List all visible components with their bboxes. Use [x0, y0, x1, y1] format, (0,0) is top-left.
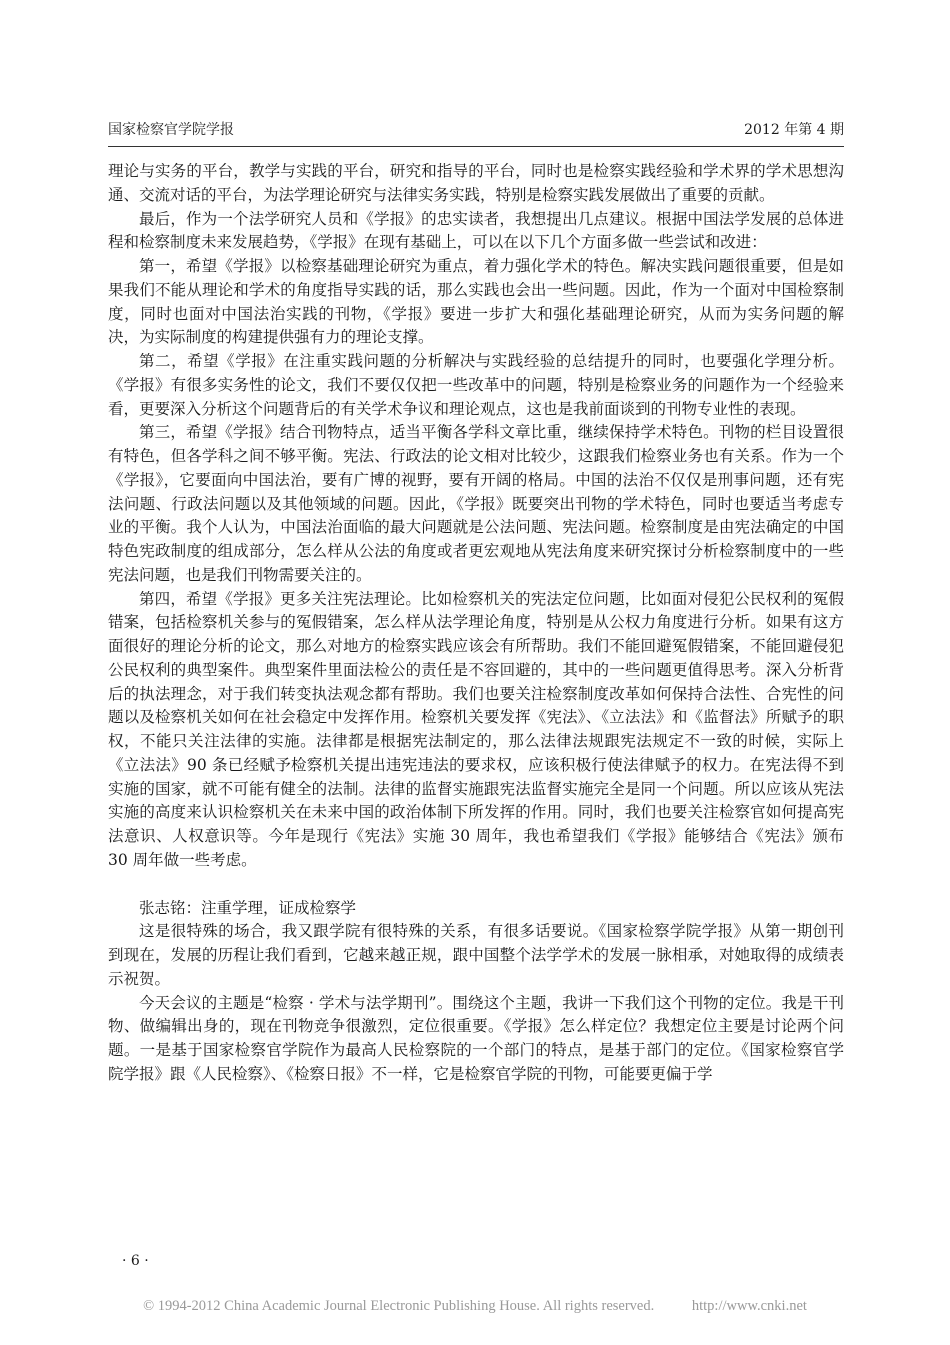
paragraph: 理论与实务的平台，教学与实践的平台，研究和指导的平台，同时也是检察实践经验和学术界的学术思想沟通、交流对话的平台，为法学理论研究与法律实务实践，特别是检察实践发展做出了重要的贡献。	[108, 162, 844, 204]
paragraph: 第三，希望《学报》结合刊物特点，适当平衡各学科文章比重，继续保持学术特色。刊物的栏目设置很有特色，但各学科之间不够平衡。宪法、行政法的论文相对比较少，这跟我们检察业务也有关系。作为一个《学报》，它要面向中国法治，要有广博的视野，要有开阔的格局。中国的法治不仅仅是刑事问题，还有宪法问题、行政法问题以及其他领域的问题。因此，《学报》既要突出刊物的学术特色，同时也要适当考虑专业的平衡。我个人认为，中国法治面临的最大问题就是公法问题、宪法问题。检察制度是由宪法确定的中国特色宪政制度的组成部分，怎么样从公法的角度或者更宏观地从宪法角度来研究探讨分析检察制度中的一些宪法问题，也是我们刊物需要关注的。	[108, 423, 844, 584]
paragraph: 今天会议的主题是“检察 · 学术与法学期刊”。围绕这个主题，我讲一下我们这个刊物的定位。我是干刊物、做编辑出身的，现在刊物竞争很激烈，定位很重要。《学报》怎么样定位？我想定位主要是讨论两个问题。一是基于国家检察官学院作为最高人民检察院的一个部门的特点，是基于部门的定位。《国家检察官学院学报》跟《人民检察》、《检察日报》不一样，它是检察官学院的刊物，可能要更偏于学	[108, 993, 844, 1083]
copyright-footer	[0, 1298, 950, 1315]
paragraph: 第四，希望《学报》更多关注宪法理论。比如检察机关的宪法定位问题，比如面对侵犯公民权利的冤假错案，包括检察机关参与的冤假错案，怎么样从法学理论角度，特别是从公权力角度进行分析。如果有这方面很好的理论分析的论文，那么对地方的检察实践应该会有所帮助。我们不能回避冤假错案，不能回避侵犯公民权利的典型案件。典型案件里面法检公的责任是不容回避的，其中的一些问题更值得思考。深入分析背后的执法理念，对于我们转变执法观念都有帮助。我们也要关注检察制度改革如何保持合法性、合宪性的问题以及检察机关如何在社会稳定中发挥作用。检察机关要发挥《宪法》、《立法法》和《监督法》所赋予的职权，不能只关注法律的实施。法律都是根据宪法制定的，那么法律法规跟宪法规定不一致的时候，实际上《立法法》90 条已经赋予检察机关提出违宪违法的要求权，应该积极行使法律赋予的权力。在宪法得不到实施的国家，就不可能有健全的法制。法律的监督实施跟宪法监督实施完全是同一个问题。所以应该从宪法实施的高度来认识检察机关在未来中国的政治体制下所发挥的作用。同时，我们也要关注检察官如何提高宪法意识、人权意识等。今年是现行《宪法》实施 30 周年，我也希望我们《学报》能够结合《宪法》颁布 30 周年做一些考虑。	[108, 589, 844, 869]
header-rule	[108, 146, 844, 147]
copyright-text: © 1994-2012 China Academic Journal Electronic Publishing House. All rights reserved.	[143, 1298, 655, 1314]
journal-title: 国家检察官学院学报	[108, 122, 234, 138]
article-body	[108, 160, 844, 1087]
issue-number: 2012 年第 4 期	[744, 122, 844, 138]
section-heading: 张志铭：注重学理，证成检察学	[139, 898, 357, 917]
footer-url[interactable]: http://www.cnki.net	[691, 1298, 807, 1314]
paragraph: 这是很特殊的场合，我又跟学院有很特殊的关系，有很多话要说。《国家检察学院学报》从第一期创刊到现在，发展的历程让我们看到，它越来越正规，跟中国整个法学学术的发展一脉相承，对她取得的成绩表示祝贺。	[108, 922, 844, 988]
paragraph: 第二，希望《学报》在注重实践问题的分析解决与实践经验的总结提升的同时，也要强化学理分析。《学报》有很多实务性的论文，我们不要仅仅把一些改革中的问题，特别是检察业务的问题作为一个经验来看，更要深入分析这个问题背后的有关学术争议和理论观点，这也是我前面谈到的刊物专业性的表现。	[108, 352, 844, 418]
paragraph: 最后，作为一个法学研究人员和《学报》的忠实读者，我想提出几点建议。根据中国法学发展的总体进程和检察制度未来发展趋势，《学报》在现有基础上，可以在以下几个方面多做一些尝试和改进：	[108, 209, 844, 252]
running-header	[108, 120, 844, 140]
paragraph: 第一，希望《学报》以检察基础理论研究为重点，着力强化学术的特色。解决实践问题很重要，但是如果我们不能从理论和学术的角度指导实践的话，那么实践也会出一些问题。因此，作为一个面对中国检察制度，同时也面对中国法治实践的刊物，《学报》要进一步扩大和强化基础理论研究，从而为实务问题的解决，为实际制度的构建提供强有力的理论支撑。	[108, 257, 844, 347]
page-number: · 6 ·	[122, 1253, 149, 1269]
section-gap	[108, 873, 844, 897]
